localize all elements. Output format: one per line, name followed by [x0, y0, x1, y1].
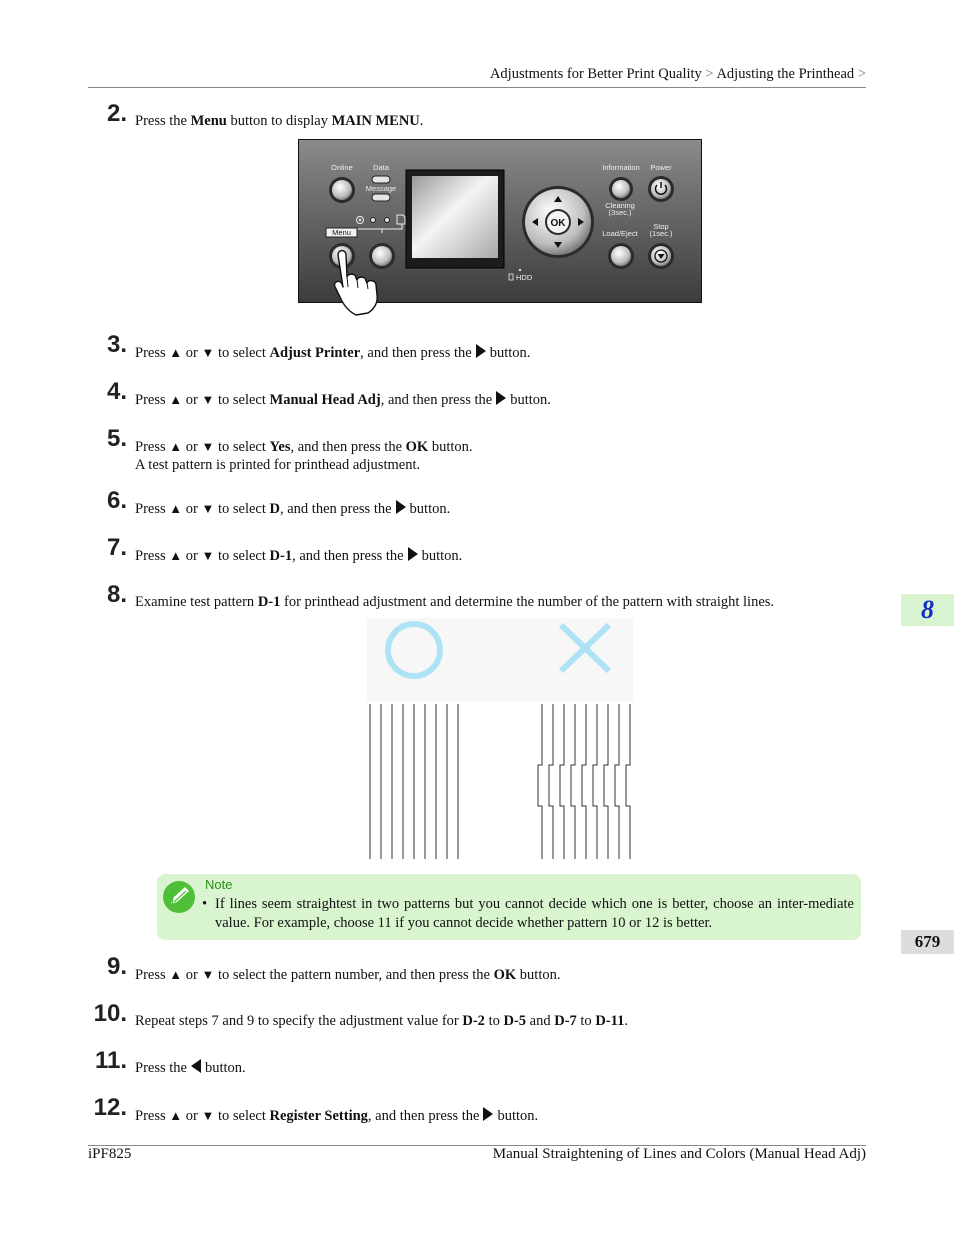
- information-label: Information: [602, 163, 640, 172]
- pattern-header-band: [367, 618, 633, 702]
- hdd-label: HDD: [516, 273, 533, 282]
- cleaning-label: Cleaning: [605, 201, 635, 210]
- step-text: Press ▲ or ▼ to select D, and then press the button.: [135, 501, 451, 517]
- step-subtext: A test pattern is printed for printhead adjustment.: [135, 457, 421, 473]
- hdd-lamp: [519, 269, 521, 271]
- bullet: •: [202, 896, 208, 912]
- load-eject-label: Load/Eject: [602, 229, 638, 238]
- up-triangle-icon: ▲: [169, 501, 183, 516]
- message-lamp: [372, 194, 390, 201]
- up-triangle-icon: ▲: [169, 439, 183, 454]
- step-text: Press ▲ or ▼ to select Adjust Printer, and then press the button.: [135, 345, 531, 361]
- power-label: Power: [650, 163, 672, 172]
- note-text: • If lines seem straightest in two patterns but you cannot decide which one is better, choose an inter-mediate value. For example, choose 11 if you cannot decide whether pattern 10 or 12 is better.: [202, 896, 854, 931]
- up-triangle-icon: ▲: [169, 548, 183, 563]
- step-number: 8.: [106, 581, 127, 608]
- step-number: 10.: [93, 1000, 127, 1027]
- right-arrow-icon: [476, 344, 486, 358]
- breadcrumb: [490, 66, 866, 83]
- up-triangle-icon: ▲: [169, 967, 183, 982]
- online-label: Online: [331, 163, 353, 172]
- breadcrumb-separator: >: [857, 66, 866, 82]
- footer-section-title: Manual Straightening of Lines and Colors (Manual Head Adj): [492, 1146, 866, 1162]
- ok-button[interactable]: OK: [550, 218, 566, 229]
- right-arrow-icon: [483, 1107, 493, 1121]
- up-triangle-icon: ▲: [169, 345, 183, 360]
- breadcrumb-item[interactable]: Adjustments for Better Print Quality: [489, 66, 702, 82]
- offset-lines-pattern: [538, 704, 630, 859]
- online-button[interactable]: [329, 177, 355, 203]
- step-text: Examine test pattern D-1 for printhead adjustment and determine the number of the pattern with straight lines.: [135, 594, 775, 610]
- step-number: 4.: [106, 378, 127, 405]
- step-number: 2.: [106, 100, 127, 127]
- operation-panel-illustration: [298, 139, 702, 303]
- power-button[interactable]: [648, 176, 674, 202]
- back-button[interactable]: [369, 243, 395, 269]
- display-screen: [412, 176, 498, 258]
- step-text: Press the Menu button to display MAIN MENU.: [135, 113, 424, 129]
- right-arrow-icon: [396, 500, 406, 514]
- right-arrow-icon: [408, 547, 418, 561]
- header-rule: [88, 87, 866, 88]
- step-text: Press ▲ or ▼ to select the pattern number, and then press the OK button.: [135, 967, 561, 983]
- breadcrumb-separator: >: [705, 66, 714, 82]
- down-triangle-icon: ▼: [201, 967, 215, 982]
- up-triangle-icon: ▲: [169, 1108, 183, 1123]
- information-button[interactable]: [609, 177, 633, 201]
- stop-label: Stop: [653, 222, 669, 231]
- down-triangle-icon: ▼: [201, 548, 215, 563]
- stop-sub-label: (1sec.): [649, 229, 673, 238]
- menu-label: Menu: [332, 228, 351, 237]
- step-number: 11.: [94, 1047, 127, 1074]
- breadcrumb-item[interactable]: Adjusting the Printhead: [716, 66, 855, 82]
- stop-button[interactable]: [648, 243, 674, 269]
- data-lamp-label: Data: [373, 163, 389, 172]
- step-text: Press the button.: [135, 1060, 246, 1076]
- step-text: Press ▲ or ▼ to select Register Setting, and then press the button.: [135, 1108, 539, 1124]
- step-number: 5.: [106, 425, 127, 452]
- pencil-note-icon: [162, 880, 196, 914]
- page-number: 679: [901, 930, 954, 954]
- step-number: 3.: [106, 331, 127, 358]
- step-number: 6.: [106, 487, 127, 514]
- chapter-tab[interactable]: 8: [901, 594, 954, 626]
- footer-model: iPF825: [88, 1146, 132, 1162]
- step-text: Repeat steps 7 and 9 to specify the adjustment value for D-2 to D-5 and D-7 to D-11.: [135, 1013, 628, 1029]
- message-lamp-label: Message: [365, 184, 397, 193]
- step-number: 12.: [93, 1094, 127, 1121]
- note-box: [157, 874, 861, 940]
- down-triangle-icon: ▼: [201, 439, 215, 454]
- step-number: 7.: [106, 534, 127, 561]
- down-triangle-icon: ▼: [201, 501, 215, 516]
- load-eject-button[interactable]: [608, 243, 634, 269]
- note-title: Note: [205, 877, 233, 892]
- step-number: 9.: [106, 953, 127, 980]
- left-arrow-icon: [191, 1059, 201, 1073]
- down-triangle-icon: ▼: [201, 392, 215, 407]
- step-text: Press ▲ or ▼ to select Yes, and then press the OK button.: [135, 439, 473, 455]
- straight-lines-pattern: [370, 704, 458, 859]
- step-text: Press ▲ or ▼ to select D-1, and then press the button.: [135, 548, 463, 564]
- down-triangle-icon: ▼: [201, 1108, 215, 1123]
- up-triangle-icon: ▲: [169, 392, 183, 407]
- step-text: Press ▲ or ▼ to select Manual Head Adj, and then press the button.: [135, 392, 551, 408]
- data-lamp: [372, 176, 390, 183]
- test-pattern-illustration: [365, 618, 635, 863]
- right-arrow-icon: [496, 391, 506, 405]
- down-triangle-icon: ▼: [201, 345, 215, 360]
- cleaning-sub-label: (3sec.): [608, 208, 632, 217]
